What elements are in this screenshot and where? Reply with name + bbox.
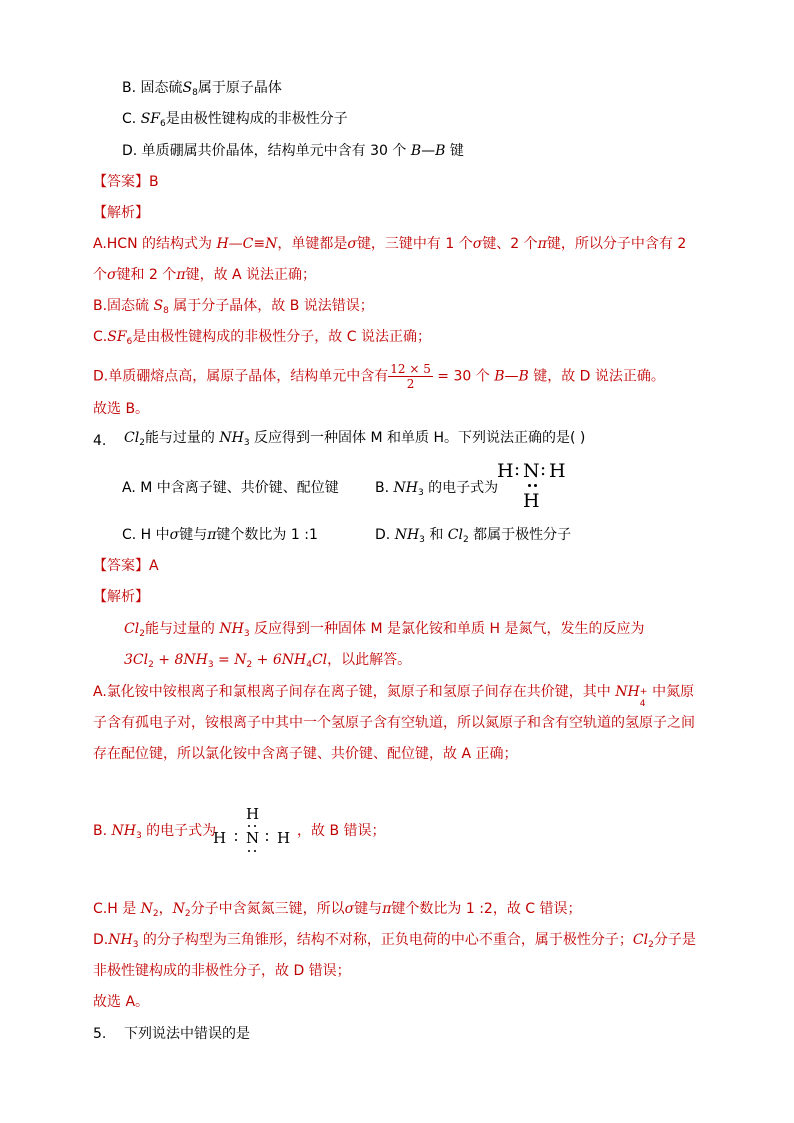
q3-conclusion: 故选 B。 [93, 401, 150, 417]
hydrogen-atom: H [497, 460, 514, 482]
hydrogen-atom: H [523, 490, 540, 512]
q4-analysis-c: C.H 是 $N_2$，$N_2$分子中含氮氮三键，所以σ键与π键个数比为 1 :2，故 C 错误； [93, 901, 582, 919]
q4-analysis-b: B. $NH_3$ 的电子式为 [93, 823, 217, 841]
electron-dot [266, 833, 268, 835]
q4-analysis-a-line1: A.氯化铵中铵根离子和氯根离子间存在离子键，氮原子和氢原子间存在共价键，其中 NH + 4 中氮原 [93, 684, 695, 709]
q4-analysis-a-line3: 存在配位键，所以氯化铵中含离子键、共价键、配位键，故 A 正确； [93, 746, 518, 762]
hydrogen-atom: H [277, 829, 291, 847]
nitrogen-atom: N [523, 460, 540, 482]
electron-dot [254, 825, 256, 827]
q3-option-b: B. 固态硫$S_8$属于原子晶体 [122, 80, 282, 98]
q3-analysis-label: 【解析】 [93, 205, 149, 221]
q5-number: 5. [93, 1026, 107, 1042]
q4-option-b: B. $NH_3$ 的电子式为 [375, 480, 499, 498]
electron-dot [235, 833, 237, 835]
q3-analysis-d: D.单质硼熔点高，属原子晶体，结构单元中含有 $\frac{12 \times 5}{2}$ = 30 个 B—B 键，故 D 说法正确。 [93, 362, 665, 391]
electron-dot [266, 839, 268, 841]
hydrogen-atom: H [549, 460, 566, 482]
electron-dot [254, 850, 256, 852]
q3-answer: 【答案】B [93, 174, 159, 190]
q3-analysis-b: B.固态硫 $S_8$ 属于分子晶体，故 B 说法错误； [93, 298, 374, 316]
q4-analysis-label: 【解析】 [93, 589, 149, 605]
q3-analysis-a-line1: A.HCN 的结构式为 H—C≡N，单键都是σ键，三键中有 1 个σ键、2 个π键，所以分子中含有 2 [93, 236, 687, 252]
q4-analysis-d-line1: $D.NH_3$ 的分子构型为三角锥形，结构不对称，正负电荷的中心不重合，属于极性分子；$Cl_2$分子是 [93, 932, 696, 950]
electron-dot [534, 484, 537, 487]
electron-dot [248, 825, 250, 827]
q4-reaction-equation: $3Cl_2 + 8NH_3 = N_2 + 6NH_4Cl$，以此解答。 [124, 652, 412, 670]
q4-option-c: C. H 中σ键与π键个数比为 1 :1 [122, 527, 318, 543]
q3-analysis-a-line2: 个σ键和 2 个π键，故 A 说法正确； [93, 267, 317, 283]
q4-number: 4. [93, 433, 107, 449]
electron-dot [235, 839, 237, 841]
electron-dot [248, 850, 250, 852]
q4-analysis-p1: $Cl_2$能与过量的 $NH_3$ 反应得到一种固体 M 是氯化铵和单质 H 是氮气，发生的反应为 [124, 621, 645, 639]
q3-analysis-c: $C.SF_6$是由极性键构成的非极性分子，故 C 说法正确； [93, 329, 431, 347]
q5-stem: 下列说法中错误的是 [124, 1026, 250, 1042]
q3-option-c: C. $SF_6$是由极性键构成的非极性分子 [122, 111, 348, 129]
q4-answer: 【答案】A [93, 558, 159, 574]
q4-analysis-b-tail: ，故 B 错误； [297, 823, 386, 839]
bond-pair: : [514, 459, 521, 480]
q4-stem: $Cl_2$能与过量的 $NH_3$ 反应得到一种固体 M 和单质 H。下列说法正确的是( ) [124, 430, 586, 448]
nh3-lewis-structure-analysis [213, 805, 297, 857]
q4-analysis-d-line2: 非极性键构成的非极性分子，故 D 错误； [93, 963, 351, 979]
q4-option-d: D. $NH_3$ 和 $Cl_2$ 都属于极性分子 [375, 527, 572, 545]
hydrogen-atom: H [246, 805, 260, 823]
q3-option-d: D. 单质硼属共价晶体，结构单元中含有 30 个 B—B 键 [122, 143, 464, 159]
q4-conclusion: 故选 A。 [93, 994, 150, 1010]
electron-dot [528, 484, 531, 487]
lone-pair: : [540, 459, 547, 480]
q4-analysis-a-line2: 子含有孤电子对，铵根离子中其中一个氢原子含有空轨道，所以氮原子和含有空轨道的氢原子之间 [93, 715, 695, 731]
fraction: $\frac{12 \times 5}{2}$ [390, 362, 431, 391]
nitrogen-atom: N [246, 829, 260, 847]
q4-option-a: A. M 中含离子键、共价键、配位键 [122, 480, 339, 496]
nh3-lewis-structure [497, 460, 567, 516]
hydrogen-atom: H [213, 829, 227, 847]
